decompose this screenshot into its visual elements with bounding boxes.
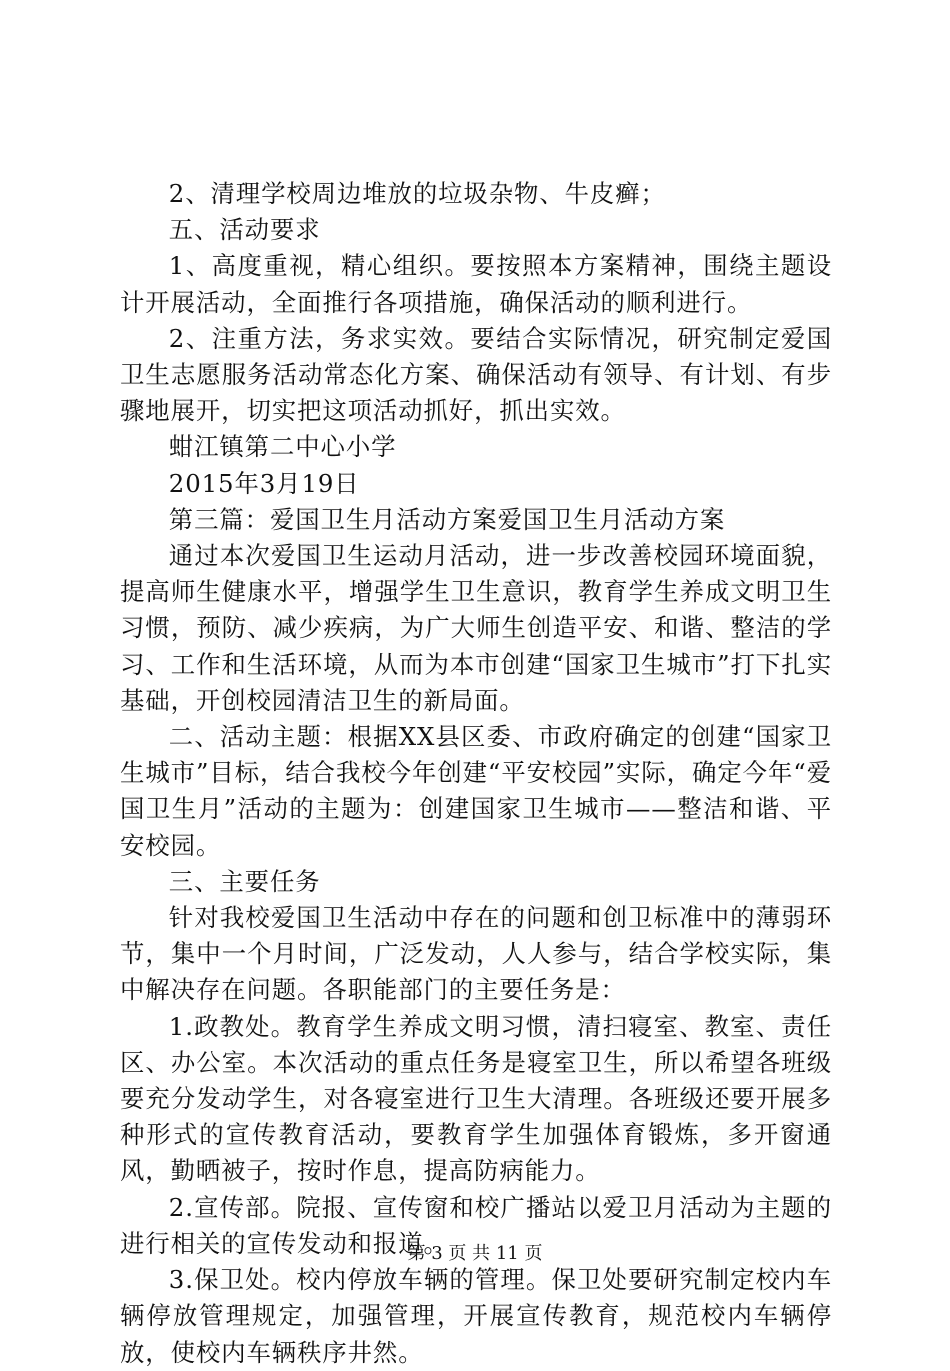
heading-main-tasks: 三、主要任务 (168, 866, 321, 896)
paragraph-task-3: 3.保卫处。校内停放车辆的管理。保卫处要研究制定校内车辆停放管理规定，加强管理，开展宣传教育，规范校内车辆停放，使校内车辆秩序井然。 (120, 1265, 832, 1367)
section-title-third: 第三篇：爱国卫生月活动方案爱国卫生月活动方案 (168, 504, 726, 534)
heading-requirements: 五、活动要求 (168, 215, 321, 245)
paragraph-theme: 二、活动主题：根据XX县区委、市政府确定的创建“国家卫生城市”目标，结合我校今年创建“平安校园”实际，确定今年“爱国卫生月”活动的主题为：创建国家卫生城市——整洁和谐、平安校园。 (120, 722, 832, 860)
paragraph-cleanup-item: 2、清理学校周边堆放的垃圾杂物、牛皮癣； (168, 179, 666, 208)
paragraph-tasks-intro: 针对我校爱国卫生活动中存在的问题和创卫标准中的薄弱环节，集中一个月时间，广泛发动，人人参与，结合学校实际，集中解决存在问题。各职能部门的主要任务是： (120, 903, 832, 1005)
paragraph-task-1: 1.政教处。教育学生养成文明习惯，清扫寝室、教室、责任区、办公室。本次活动的重点任务是寝室卫生，所以希望各班级要充分发动学生，对各寝室进行卫生大清理。各班级还要开展多种形式的宣传教育活动，要教育学生加强体育锻炼，多开窗通风，勤晒被子，按时作息，提高防病能力。 (120, 1011, 832, 1186)
page-number-footer: 第 3 页 共 11 页 (407, 1243, 543, 1264)
signature-school: 蚶江镇第二中心小学 (168, 432, 397, 462)
paragraph-intro: 通过本次爱国卫生运动月活动，进一步改善校园环境面貌，提高师生健康水平，增强学生卫生意识，教育学生养成文明卫生习惯，预防、减少疾病，为广大师生创造平安、和谐、整洁的学习、工作和生活环境，从而为本市创建“国家卫生城市”打下扎实基础，开创校园清洁卫生的新局面。 (120, 541, 832, 715)
paragraph-task-2: 2.宣传部。院报、宣传窗和校广播站以爱卫月活动为主题的进行相关的宣传发动和报道。 (120, 1192, 832, 1258)
paragraph-requirement-2: 2、注重方法，务求实效。要结合实际情况，研究制定爱国卫生志愿服务活动常态化方案、确保活动有领导、有计划、有步骤地展开，切实把这项活动抓好，抓出实效。 (120, 323, 832, 426)
paragraph-requirement-1: 1、高度重视，精心组织。要按照本方案精神，围绕主题设计开展活动，全面推行各项措施，确保活动的顺利进行。 (120, 251, 832, 317)
document-body (120, 176, 832, 1371)
signature-date: 2015年3月19日 (168, 468, 360, 498)
